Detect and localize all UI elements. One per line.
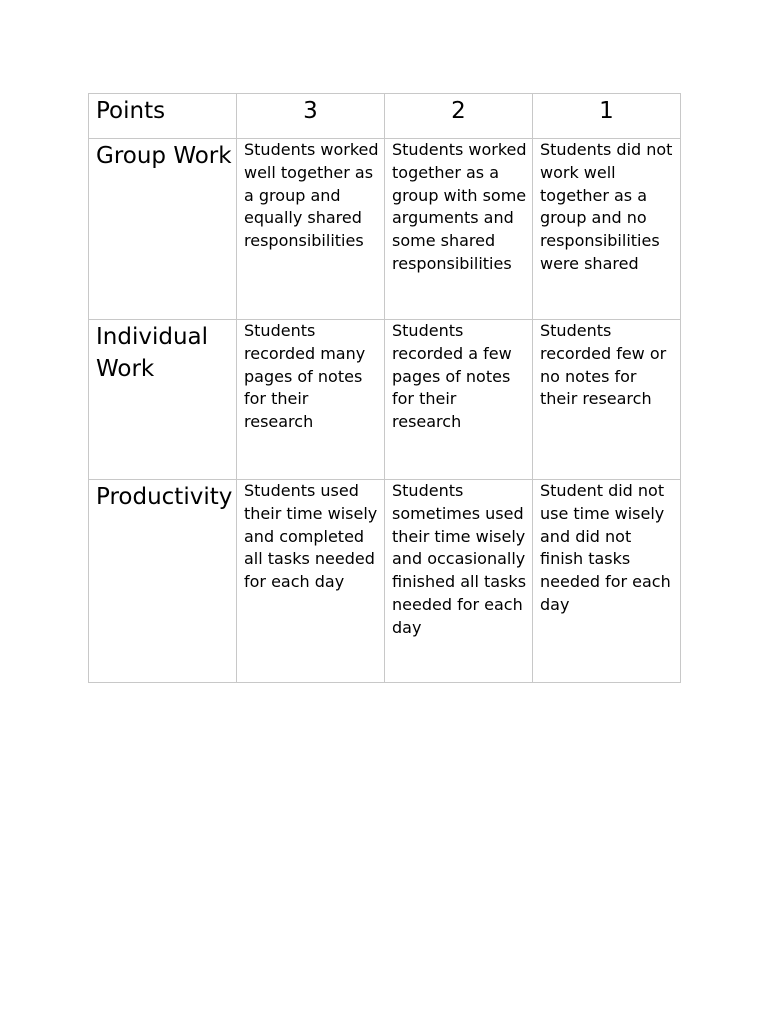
productivity-level-2-text: Students sometimes used their time wisely and occasionally finished all tasks needed for each day [392,481,527,637]
level-header-cell [533,94,681,139]
table-row [89,480,681,683]
description-cell [533,320,681,480]
table-row [89,139,681,320]
description-cell [385,139,533,320]
description-cell [385,320,533,480]
group-work-level-2-text: Students worked together as a group with some arguments and some shared responsibilities [392,140,527,273]
description-cell [533,480,681,683]
criterion-label-productivity: Productivity [96,484,233,510]
criterion-cell [89,480,237,683]
points-header-cell [89,94,237,139]
level-1-header: 1 [599,98,614,124]
points-header-label: Points [96,98,166,124]
group-work-level-1-text: Students did not work well together as a group and no responsibilities were shared [540,140,673,273]
productivity-level-3-text: Students used their time wisely and completed all tasks needed for each day [244,481,378,592]
rubric-table [88,93,681,683]
level-header-cell [385,94,533,139]
criterion-cell [89,320,237,480]
criterion-label-individual-work: Individual Work [96,324,209,382]
description-cell [385,480,533,683]
description-cell [237,480,385,683]
table-row [89,320,681,480]
productivity-level-1-text: Student did not use time wisely and did not finish tasks needed for each day [540,481,671,614]
criterion-label-group-work: Group Work [96,143,232,169]
description-cell [237,139,385,320]
header-row [89,94,681,139]
level-3-header: 3 [303,98,318,124]
level-2-header: 2 [451,98,466,124]
description-cell [237,320,385,480]
level-header-cell [237,94,385,139]
individual-work-level-1-text: Students recorded few or no notes for their research [540,321,667,409]
group-work-level-3-text: Students worked well together as a group and equally shared responsibilities [244,140,379,251]
individual-work-level-2-text: Students recorded a few pages of notes for their research [392,321,512,432]
description-cell [533,139,681,320]
criterion-cell [89,139,237,320]
individual-work-level-3-text: Students recorded many pages of notes for their research [244,321,366,432]
